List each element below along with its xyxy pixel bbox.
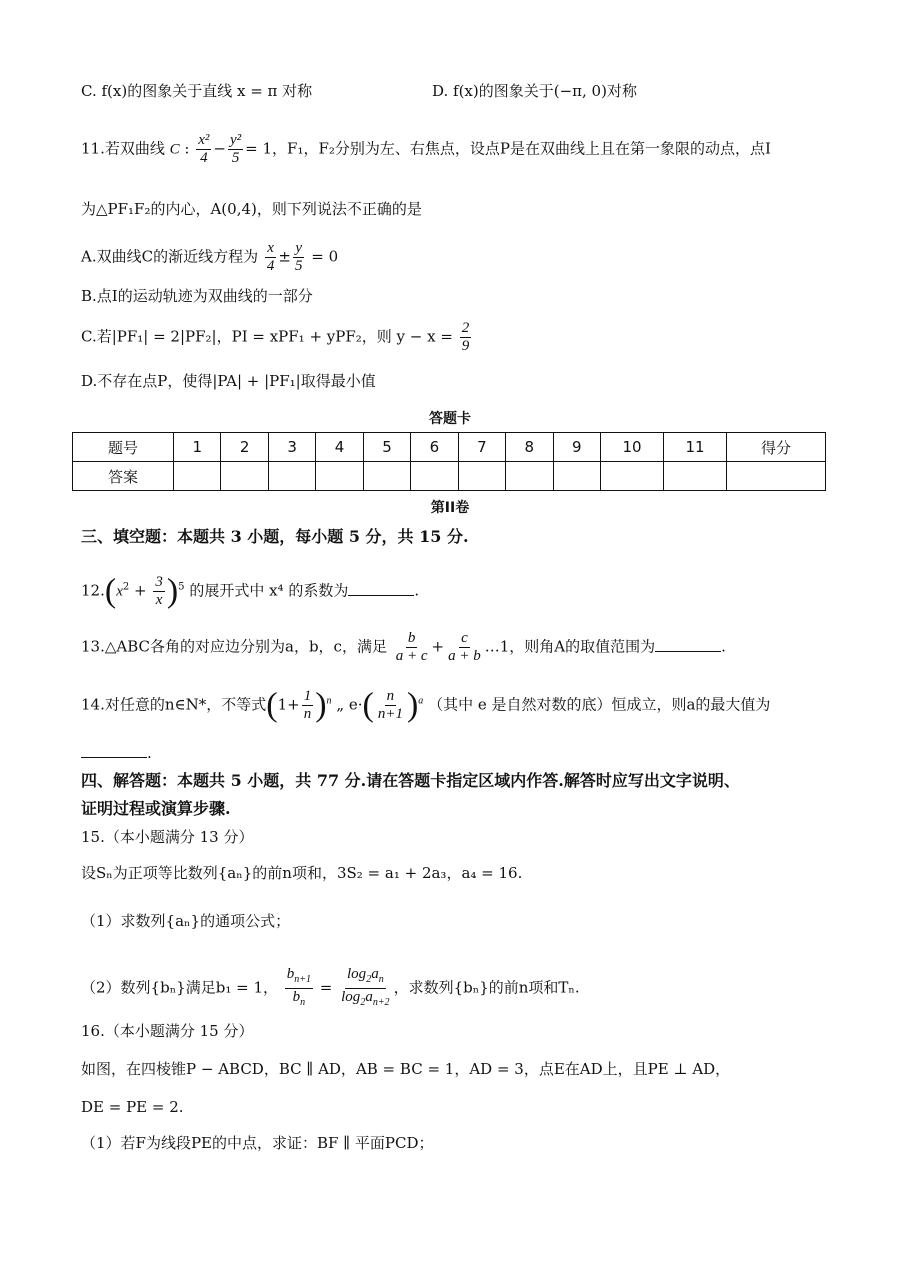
answer-card-col-8: 8: [506, 433, 553, 462]
answer-card-col-4: 4: [316, 433, 363, 462]
answer-cell-1[interactable]: [174, 462, 221, 491]
answer-card-col-3: 3: [268, 433, 315, 462]
answer-card-header-label: 题号: [73, 433, 174, 462]
answer-card-col-10: 10: [601, 433, 664, 462]
q14-frac-n: $\frac{n}{n+1}$: [377, 688, 403, 722]
q15-frac-log: $\frac{\log_2a_n}{\log_2a_{n+2}}$: [341, 966, 390, 1008]
q13-frac-b: $\frac{b}{a + c}$: [395, 630, 428, 664]
q11-option-d: D.不存在点P，使得|PA| + |PF₁|取得最小值: [81, 372, 376, 390]
q11-suffix: ，F₁，F₂分别为左、右焦点，设点P是在双曲线上且在第一象限的动点，点I: [272, 139, 771, 158]
answer-card-answer-label: 答案: [73, 462, 174, 491]
q15-part2-suffix: ，求数列{bₙ}的前n项和Tₙ.: [393, 978, 580, 997]
q16-header: 16.（本小题满分 15 分）: [81, 1022, 254, 1040]
answer-cell-5[interactable]: [363, 462, 410, 491]
answer-card-col-1: 1: [174, 433, 221, 462]
answer-cell-2[interactable]: [221, 462, 268, 491]
answer-cell-10[interactable]: [601, 462, 664, 491]
q11-frac-y5: $\frac{y}{5}$: [294, 240, 303, 274]
q14-prefix: 14.对任意的n∈N*，不等式: [81, 695, 267, 714]
q11-option-a-tail: = 0: [311, 247, 339, 266]
q14-frac-1n: $\frac{1}{n}$: [303, 688, 312, 722]
q11-frac-2-9: $\frac{2}{9}$: [461, 320, 470, 354]
q11-option-c: [81, 320, 473, 355]
answer-cell-6[interactable]: [411, 462, 458, 491]
option-d-prev: D. f(x)的图象关于(−π, 0)对称: [432, 82, 637, 100]
q15-header: 15.（本小题满分 13 分）: [81, 828, 254, 846]
q14-blank[interactable]: [81, 743, 147, 758]
q13-suffix: …1，则角A的取值范围为: [484, 637, 656, 656]
q14-middle: „ e·: [336, 695, 363, 714]
q14-suffix: （其中 e 是自然对数的底）恒成立，则a的最大值为: [428, 695, 771, 714]
q16-stem-line2: DE = PE = 2.: [81, 1098, 184, 1116]
answer-card-col-5: 5: [363, 433, 410, 462]
q14-blank-line: .: [81, 742, 152, 764]
q12-suffix: 的展开式中 x⁴ 的系数为: [189, 581, 349, 600]
q15-part2-prefix: （2）数列{bₙ}满足b₁ = 1，: [81, 978, 278, 997]
answer-card-answer-row: [73, 462, 826, 491]
answer-card-col-6: 6: [411, 433, 458, 462]
q11-option-a-text: A.双曲线C的渐近线方程为: [81, 247, 259, 266]
option-c-prev: C. f(x)的图象关于直线 x = π 对称: [81, 82, 313, 100]
q11-option-c-text: C.若|PF₁| = 2|PF₂|，PI = xPF₁ + yPF₂，则 y − x =: [81, 327, 453, 346]
q16-part1: （1）若F为线段PE的中点，求证：BF ∥ 平面PCD；: [81, 1134, 434, 1152]
answer-cell-4[interactable]: [316, 462, 363, 491]
volume-2-title: 第II卷: [430, 500, 470, 516]
q12-prefix: 12.: [81, 581, 105, 600]
q11-prefix: 11.若双曲线: [81, 139, 165, 158]
answer-cell-3[interactable]: [268, 462, 315, 491]
answer-card-col-9: 9: [553, 433, 601, 462]
answer-card-header-row: [73, 433, 826, 462]
section-3-heading: 三、填空题：本题共 3 小题，每小题 5 分，共 15 分.: [81, 527, 469, 546]
q11-frac-y: $\frac{\text{y²}}{5}$: [229, 132, 242, 166]
q13-frac-c: $\frac{c}{a + b}$: [448, 630, 481, 664]
section-4-heading-line2: 证明过程或演算步骤.: [81, 799, 231, 818]
q15-part2: （2）数列{bₙ}满足b₁ = 1， $\frac{b_{n+1}}{b_n}$ = $\frac{\log_2a_n}{\log_2a_{n+2}}$ ，求数列{bₙ}的前n项和Tₙ.: [81, 966, 580, 1011]
answer-card-col-2: 2: [221, 433, 268, 462]
answer-cell-score[interactable]: [727, 462, 826, 491]
q11-stem-line2: 为△PF₁F₂的内心，A(0,4)，则下列说法不正确的是: [81, 200, 422, 218]
q13-prefix: 13.△ABC各角的对应边分别为a，b，c，满足: [81, 637, 387, 656]
section-4-heading-line1: 四、解答题：本题共 5 小题，共 77 分.请在答题卡指定区域内作答.解答时应写出文字说明、: [81, 771, 740, 790]
q14: 14.对任意的n∈N*，不等式(1+ $\frac{1}{n}$ )$^n$ „ e·( $\frac{n}{n+1}$ )$^a$ （其中 e 是自然对数的底）恒成立，则a的最大值为: [81, 686, 771, 724]
answer-card-col-7: 7: [458, 433, 505, 462]
q15-frac-b: $\frac{b_{n+1}}{b_n}$: [286, 966, 312, 1008]
q15-part1: （1）求数列{aₙ}的通项公式；: [81, 912, 291, 930]
q12-frac-3x: $\frac{3}{x}$: [155, 574, 163, 608]
q11-frac-x: $\frac{\text{x²}}{4}$: [198, 132, 210, 166]
answer-cell-11[interactable]: [664, 462, 727, 491]
q12-blank[interactable]: [348, 581, 414, 596]
q12: $12.(x^2$ + $\frac{3}{x}$ )$^5$ 的展开式中 x⁴ 的系数为 .: [81, 572, 420, 610]
q13: 13.△ABC各角的对应边分别为a，b，c，满足 $\frac{b}{a + c}$ + $\frac{c}{a + b}$ …1，则角A的取值范围为 .: [81, 630, 726, 664]
q15-stem: 设Sₙ为正项等比数列{aₙ}的前n项和，3S₂ = a₁ + 2a₃，a₄ = 16.: [81, 864, 523, 882]
q11-curve-name: C: [169, 141, 180, 158]
answer-cell-9[interactable]: [553, 462, 601, 491]
answer-card-table: [72, 432, 826, 491]
q11-option-a: A.双曲线C的渐近线方程为 $\frac{x}{4}$ ± $\frac{y}{5}$ = 0: [81, 240, 339, 274]
q11-stem-line1: 11.若双曲线 C : $\frac{\text{x²}}{4}$ − $\frac{\text{y²}}{5}$ = 1，F₁，F₂分别为左、右焦点，设点P是在双曲线上且在第一象限的动点，点I: [81, 132, 771, 166]
answer-card-col-11: 11: [664, 433, 727, 462]
q16-stem-line1: 如图，在四棱锥P − ABCD，BC ∥ AD，AB = BC = 1，AD = 3，点E在AD上，且PE ⊥ AD，: [81, 1060, 731, 1078]
answer-card-score-label: 得分: [727, 433, 826, 462]
answer-cell-8[interactable]: [506, 462, 553, 491]
q11-frac-x4: $\frac{x}{4}$: [266, 240, 275, 274]
q11-option-b: B.点I的运动轨迹为双曲线的一部分: [81, 287, 313, 305]
q13-blank[interactable]: [655, 637, 721, 652]
answer-cell-7[interactable]: [458, 462, 505, 491]
answer-card-title: 答题卡: [429, 411, 471, 427]
